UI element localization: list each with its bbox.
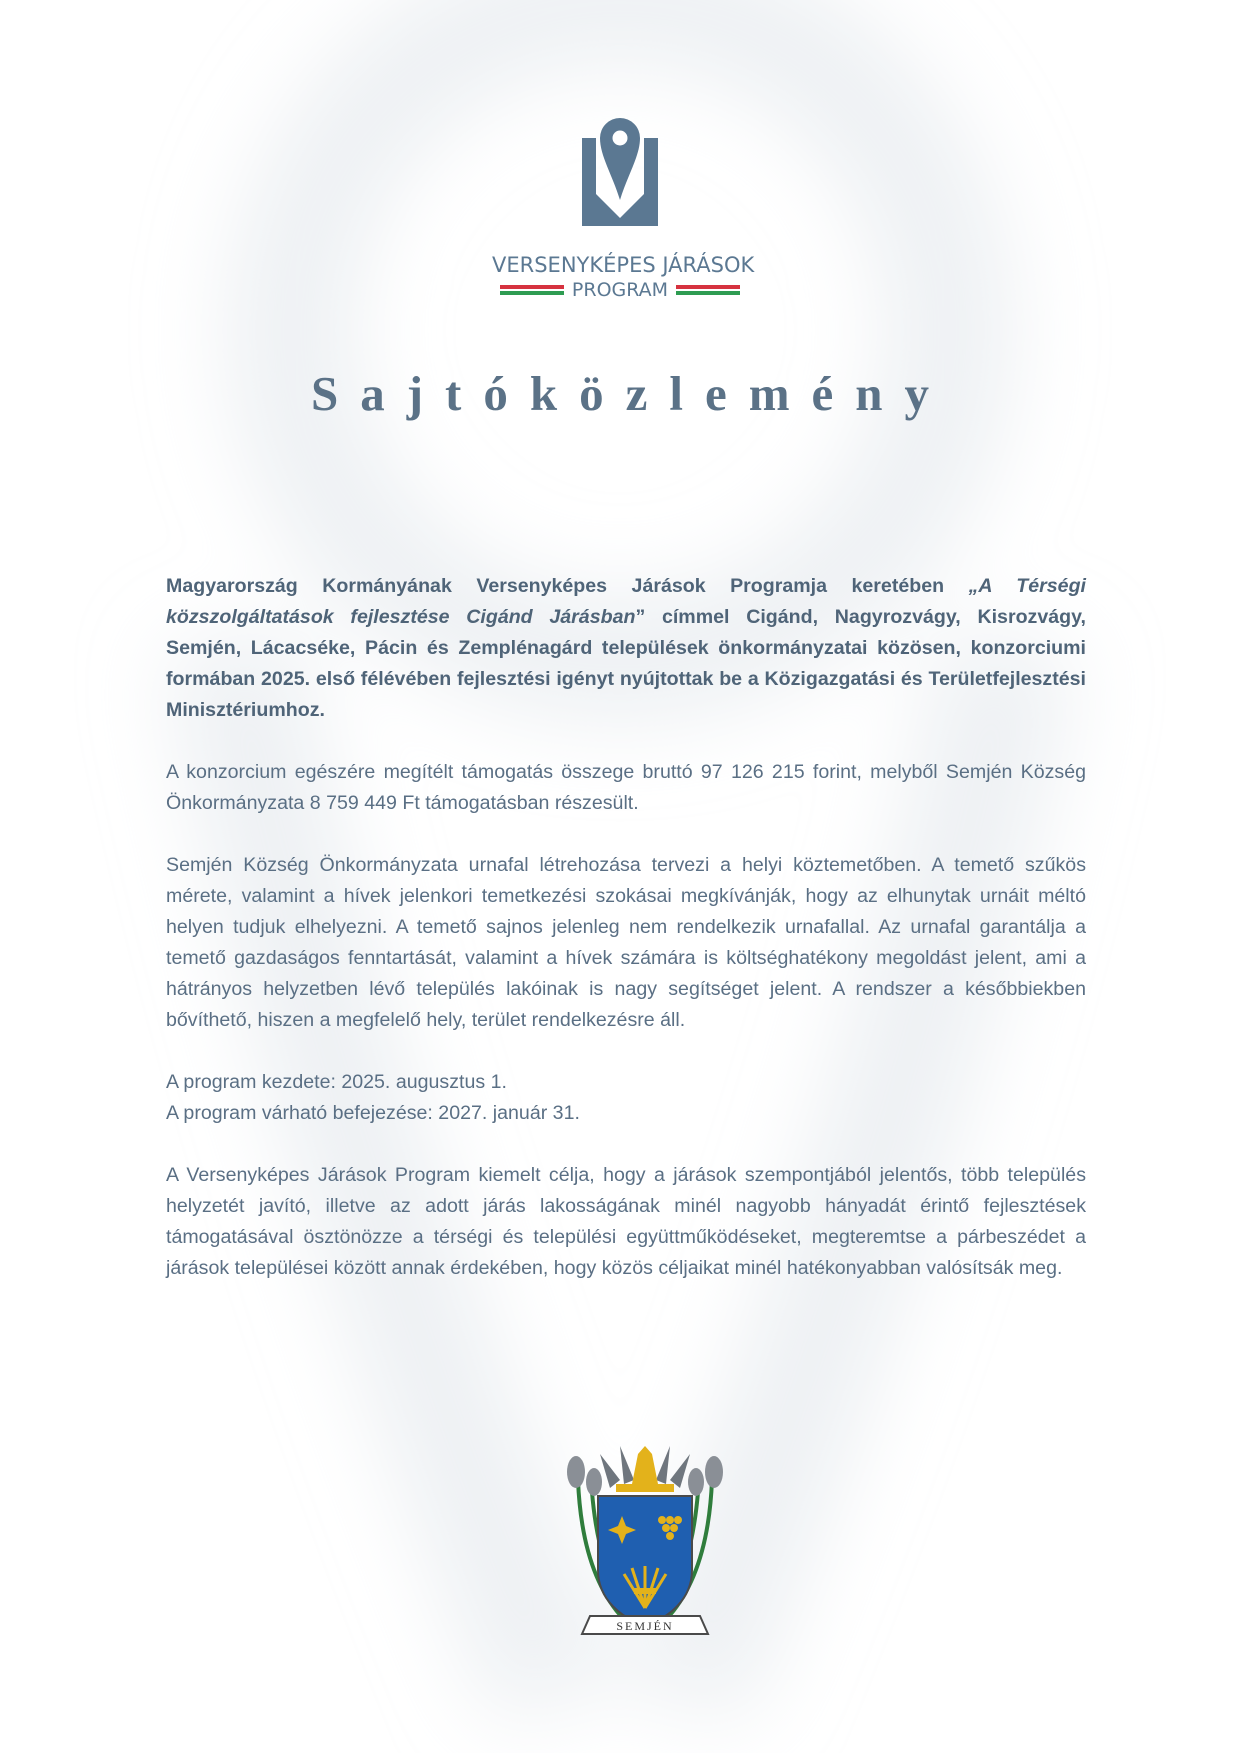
press-release-body [166,571,1086,1315]
logo-text-line2: PROGRAM [571,279,669,301]
program-end: A program várható befejezése: 2027. január 31. [166,1102,580,1124]
flag-stripes-right [676,284,740,296]
map-pin-v-icon [582,118,658,226]
paragraph-intro [166,571,1086,726]
program-start: A program kezdete: 2025. augusztus 1. [166,1071,507,1093]
program-logo [492,118,755,302]
paragraph-project: Semjén Község Önkormányzata urnafal létrehozása tervezi a helyi köztemetőben. A temető szűkös mérete, valamint a hívek jelenkori temetkezési szokásai megkívánják, hogy az elhunytak urnáit méltó helyen tudjuk elhelyezni. A temető sajnos jelenleg nem rendelkezik urnafallal. Az urnafal garantálja a temető gazdaságos fenntartását, valamint a hívek számára is költséghatékony megoldást jelent, ami a hátrányos helyzetben lévő település lakóinak is nagy segítséget jelent. A rendszer a későbbiekben bővíthető, hiszen a megfelelő hely, terület rendelkezésre áll. [166,854,1086,1031]
crest-ribbon-text: SEMJÉN [616,1619,674,1633]
coat-of-arms-icon [550,1440,740,1650]
page-title: Sajtóközlemény [310,366,952,421]
intro-text-b: ” címmel Cigánd, Nagyrozvágy, Kisrozvágy, Semjén, Lácacséke, Pácin és Zemplénagárd települések önkormányzatai közösen, konzorciumi formában 2025. első félévében fejlesztési igényt nyújtottak be a Közigazgatási és Területfejlesztési Minisztériumhoz. [166,606,1086,721]
logo-row-2 [492,278,748,302]
paragraph-goal: A Versenyképes Járások Program kiemelt célja, hogy a járások szempontjából jelentős, több település helyzetét javító, illetve az adott járás lakosságának minél nagyobb hányadát érintő fejlesztések támogatásával ösztönözze a térségi és települési együttműködéseket, megteremtse a párbeszédet a járások települései között annak érdekében, hogy közös céljaikat minél hatékonyabban valósítsák meg. [166,1164,1086,1279]
paragraph-funding: A konzorcium egészére megítélt támogatás összege bruttó 97 126 215 forint, melyből Semjén Község Önkormányzata 8 759 449 Ft támogatásban részesült. [166,761,1086,814]
logo-text-line1: VERSENYKÉPES JÁRÁSOK [492,253,755,277]
project-title: „A Térségi közszolgáltatások fejlesztése Cigánd Járásban [166,575,1086,628]
intro-text-a: Magyarország Kormányának Versenyképes Járások Programja keretében [166,575,969,597]
flag-stripes-left [500,284,564,296]
